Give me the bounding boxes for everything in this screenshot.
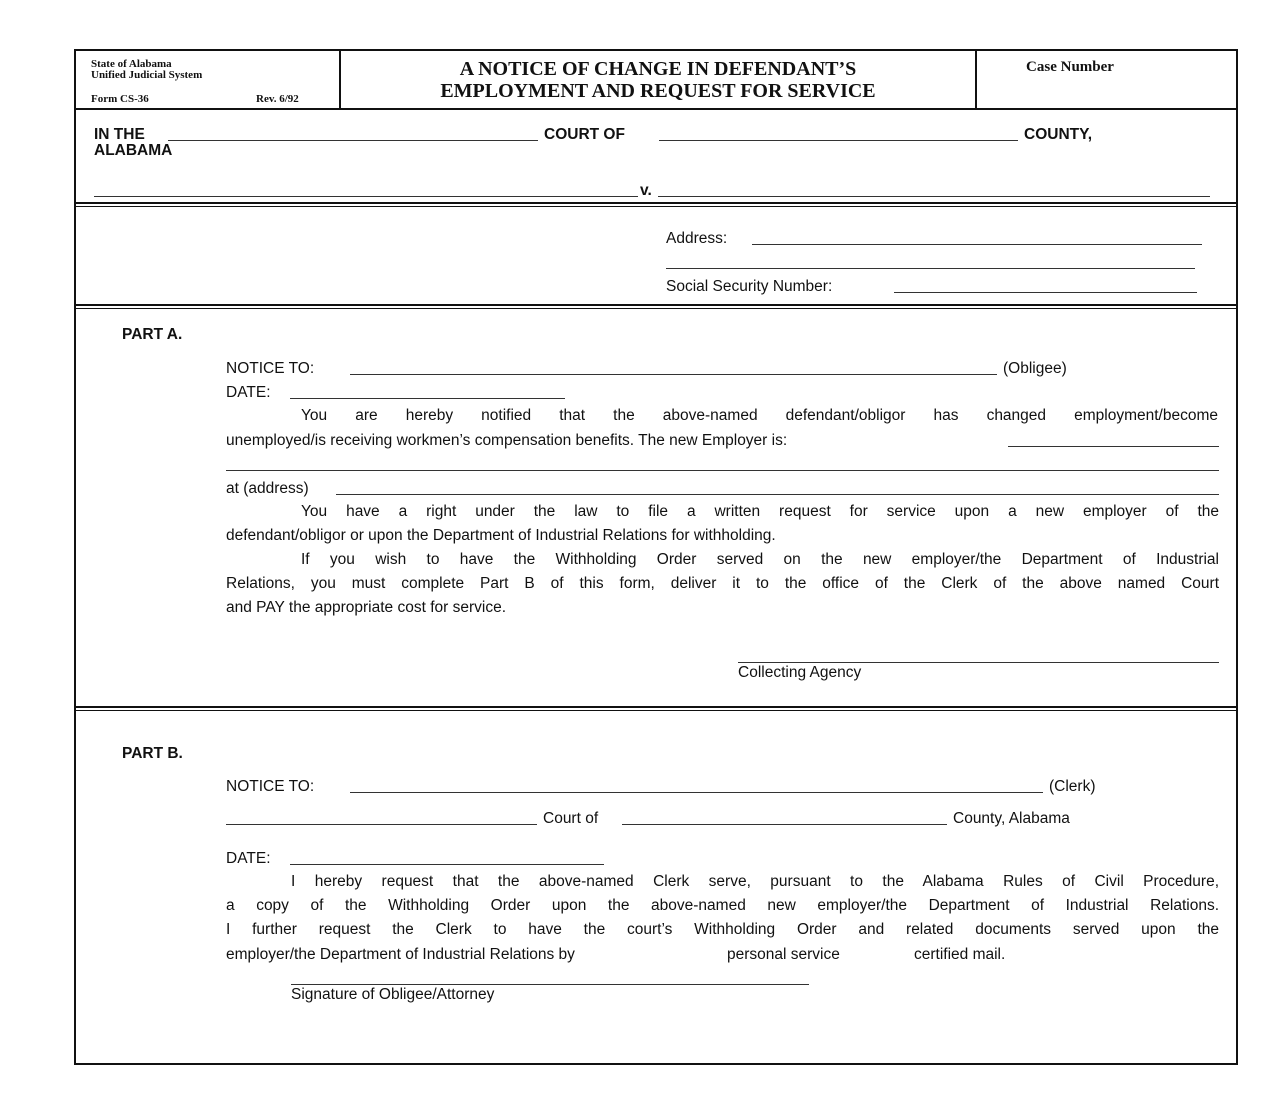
employer-address-field[interactable] <box>336 480 1219 495</box>
at-address-label: at (address) <box>226 480 309 497</box>
case-number-field[interactable] <box>982 80 1222 104</box>
form-title-line2: EMPLOYMENT AND REQUEST FOR SERVICE <box>440 80 876 102</box>
address-field-line1[interactable] <box>752 230 1202 245</box>
ssn-label: Social Security Number: <box>666 278 833 295</box>
header-state: State of Alabama <box>91 58 172 70</box>
part-a-date-label: DATE: <box>226 384 271 401</box>
court-of-label: COURT OF <box>544 126 625 143</box>
defendant-field[interactable] <box>658 182 1210 197</box>
divider-part-a <box>74 706 1236 708</box>
part-b-para1-line3: I further request the Clerk to have the court’s Withholding Order and related documents served upon the <box>226 921 1219 938</box>
court-name-field[interactable] <box>168 126 538 141</box>
clerk-label: (Clerk) <box>1049 778 1096 795</box>
part-b-court-field[interactable] <box>226 810 537 825</box>
part-b-county-field[interactable] <box>622 810 947 825</box>
part-a-para2-line2: defendant/obligor or upon the Department of Industrial Relations for withholding. <box>226 527 776 544</box>
new-employer-field-line2[interactable] <box>226 456 1219 471</box>
part-a-notice-to-label: NOTICE TO: <box>226 360 315 377</box>
part-b-para1-line4: employer/the Department of Industrial Relations by <box>226 946 575 963</box>
option-certified-mail[interactable]: certified mail. <box>914 946 1006 963</box>
part-b-court-of-label: Court of <box>543 810 599 827</box>
obligee-label: (Obligee) <box>1003 360 1067 377</box>
header-form-number: Form CS-36 <box>91 93 149 105</box>
part-b-para1-line1: I hereby request that the above-named Clerk serve, pursuant to the Alabama Rules of Civil Procedure, <box>291 873 1219 890</box>
part-a-paragraph-2 <box>226 500 1219 548</box>
part-b-heading: PART B. <box>122 745 183 762</box>
new-employer-field[interactable] <box>1008 432 1219 447</box>
county-label: COUNTY, <box>1024 126 1093 143</box>
part-b-para1-line2: a copy of the Withholding Order upon the above-named new employer/the Department of Industrial Relations. <box>226 897 1219 914</box>
part-a-notice-to-field[interactable] <box>350 360 997 375</box>
signature-label: Signature of Obligee/Attorney <box>291 986 495 1003</box>
part-b-notice-to-label: NOTICE TO: <box>226 778 315 795</box>
header-revision: Rev. 6/92 <box>256 93 299 105</box>
part-b-date-field[interactable] <box>290 850 604 865</box>
part-a-paragraph-1 <box>226 404 1218 428</box>
address-field-line2[interactable] <box>666 254 1195 269</box>
divider-defendant-2 <box>74 308 1236 309</box>
alabama-label: ALABAMA <box>94 142 173 159</box>
divider-part-a-2 <box>74 710 1236 711</box>
part-a-para2-line1: You have a right under the law to file a written request for service upon a new employer of the <box>301 503 1219 520</box>
divider-court <box>74 202 1236 204</box>
plaintiff-field[interactable] <box>94 182 638 197</box>
header-system: Unified Judicial System <box>91 69 203 81</box>
part-a-para3-line2: Relations, you must complete Part B of this form, deliver it to the office of the Clerk of the above named Court <box>226 575 1219 592</box>
court-in-the-label: IN THE <box>94 126 145 143</box>
county-name-field[interactable] <box>659 126 1018 141</box>
part-b-paragraph-1 <box>226 870 1219 942</box>
divider-header <box>74 108 1236 110</box>
address-label: Address: <box>666 230 728 247</box>
obligee-signature-line[interactable] <box>291 984 809 985</box>
part-b-date-label: DATE: <box>226 850 271 867</box>
part-a-heading: PART A. <box>122 326 183 343</box>
part-b-notice-to-field[interactable] <box>350 778 1043 793</box>
versus-label: v. <box>640 182 652 199</box>
ssn-field[interactable] <box>894 278 1197 293</box>
form-title-line1: A NOTICE OF CHANGE IN DEFENDANT’S <box>459 58 857 80</box>
option-personal-service[interactable]: personal service <box>727 946 840 963</box>
part-a-para1-line2: unemployed/is receiving workmen’s compensation benefits. The new Employer is: <box>226 432 788 449</box>
part-a-para1-line1: You are hereby notified that the above-named defendant/obligor has changed employment/become <box>301 407 1218 424</box>
part-a-para3-line3: and PAY the appropriate cost for service. <box>226 599 507 616</box>
collecting-agency-signature-line[interactable] <box>738 662 1219 663</box>
part-a-date-field[interactable] <box>290 384 565 399</box>
case-number-label: Case Number <box>1026 59 1114 75</box>
divider-defendant <box>74 304 1236 306</box>
divider-court-2 <box>74 206 1236 207</box>
part-a-paragraph-3 <box>226 548 1219 620</box>
county-alabama-label: County, Alabama <box>953 810 1070 827</box>
part-a-para3-line1: If you wish to have the Withholding Order served on the new employer/the Department of Industrial <box>301 551 1219 568</box>
collecting-agency-label: Collecting Agency <box>738 664 862 681</box>
